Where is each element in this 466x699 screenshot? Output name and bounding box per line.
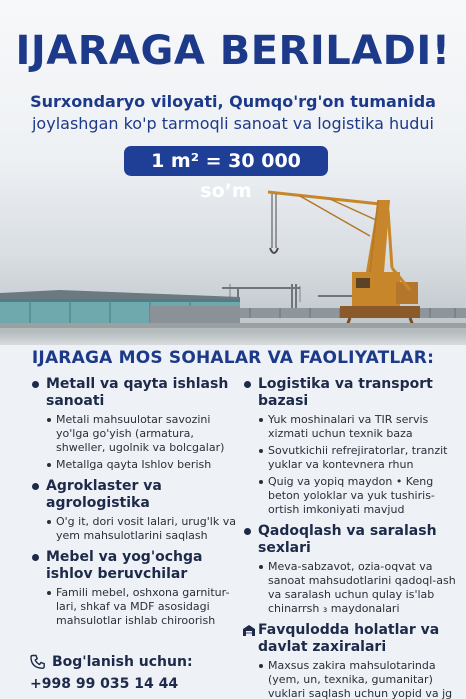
gantry-crane (222, 284, 370, 308)
category-title: Qadoqlash va saralash sexlari (258, 523, 437, 556)
hero-section (0, 0, 466, 345)
category-logistics (242, 376, 464, 517)
warehouse-icon (242, 623, 256, 637)
phone-icon (30, 654, 46, 670)
bullet-dot-icon (32, 483, 39, 490)
bullet-dot-icon (259, 418, 263, 422)
category-items (258, 659, 464, 699)
list-item (46, 515, 240, 543)
category-packaging (242, 523, 464, 616)
activities-section (0, 332, 466, 699)
section-title: IJARAGA MOS SOHALAR VA FAOLIYATLAR: (31, 348, 435, 368)
bullet-dot-icon (259, 664, 263, 668)
list-item-text: Sovutkichii refrejiratorlar, tranzit yuklar va kontevnera rhun (268, 444, 448, 471)
list-item (258, 413, 464, 441)
list-item (258, 560, 464, 616)
category-items (258, 560, 464, 616)
category-items (258, 413, 464, 517)
right-column (242, 376, 464, 699)
list-item (46, 458, 240, 472)
bullet-dot-icon (47, 463, 51, 467)
bullet-dot-icon (244, 381, 251, 388)
category-items (46, 586, 240, 628)
bullet-dot-icon (244, 528, 251, 535)
portal-crane (268, 192, 420, 328)
bullet-dot-icon (259, 565, 263, 569)
contact-title-text: Bog'lanish uchun: (52, 654, 193, 670)
category-items (46, 515, 240, 543)
list-item-text: Meva-sabzavot, ozia-oqvat va sanoat mahsudotlarini qadoql-ash va saralash uchun qulay is'lab chinarrsh ₃ maydonalari (268, 560, 456, 615)
list-item-text: Yuk moshinalari va TIR servis xizmati uchun texnik baza (268, 413, 429, 440)
warehouse-building (0, 290, 240, 323)
category-title: Agroklaster va agrologistika (46, 478, 162, 511)
contact-phone[interactable]: +998 99 035 14 44 (30, 676, 179, 692)
bullet-dot-icon (259, 480, 263, 484)
list-item-text: Maxsus zakira mahsulotarinda (yem, un, texnika, gumanitar) vuklari saqlash uchun yopid va jg (268, 659, 453, 699)
list-item (258, 475, 464, 517)
bullet-dot-icon (47, 520, 51, 524)
list-item (46, 413, 240, 455)
list-item (258, 659, 464, 699)
subtitle-location: Surxondaryo viloyati, Qumqo'rg'on tumanida (30, 92, 436, 111)
contact-block (30, 654, 240, 692)
industrial-site-image (0, 180, 466, 345)
bullet-dot-icon (47, 591, 51, 595)
bullet-dot-icon (32, 381, 39, 388)
list-item-text: Metali mahsuulotar savozini yo'lga go'yish (armatura, shweller, ugolnik va bolcgalar) (56, 413, 225, 454)
category-title: Favqulodda holatlar va davlat zaxiralari (258, 622, 440, 655)
list-item (46, 586, 240, 628)
category-title: Logistika va transport bazasi (258, 376, 433, 409)
list-item-text: O'g it, dori vosit lalari, urug'lk va yem mahsulotlarini saqlash (56, 515, 236, 542)
price-badge: 1 m² = 30 000 so’m (124, 146, 328, 176)
category-items (46, 413, 240, 472)
category-emergency-reserves (242, 622, 464, 699)
list-item-text: Metallga qayta Ishlov berish (56, 458, 212, 471)
list-item (258, 444, 464, 472)
bullet-dot-icon (259, 449, 263, 453)
page-title: IJARAGA BERILADI! (15, 28, 451, 74)
category-title: Metall va qayta ishlash sanoati (46, 376, 229, 409)
category-title: Mebel va yog'ochga ishlov beruvchilar (46, 549, 203, 582)
list-item-text: Famili mebel, oshxona garnitur-lari, shkaf va MDF asosidagi mahsulotlar ishlab chiroorish (56, 586, 230, 627)
category-furniture (30, 549, 240, 628)
bullet-dot-icon (47, 418, 51, 422)
left-column (30, 376, 240, 634)
bullet-dot-icon (32, 554, 39, 561)
contact-title (30, 654, 240, 670)
subtitle-description: joylashgan ko'p tarmoqli sanoat va logistika hudui (31, 114, 434, 133)
category-metal (30, 376, 240, 472)
category-agro (30, 478, 240, 543)
list-item-text: Quig va yopiq maydon • Keng beton yoloklar va yuk tushiris-ortish imkoniyati mavjud (268, 475, 435, 516)
